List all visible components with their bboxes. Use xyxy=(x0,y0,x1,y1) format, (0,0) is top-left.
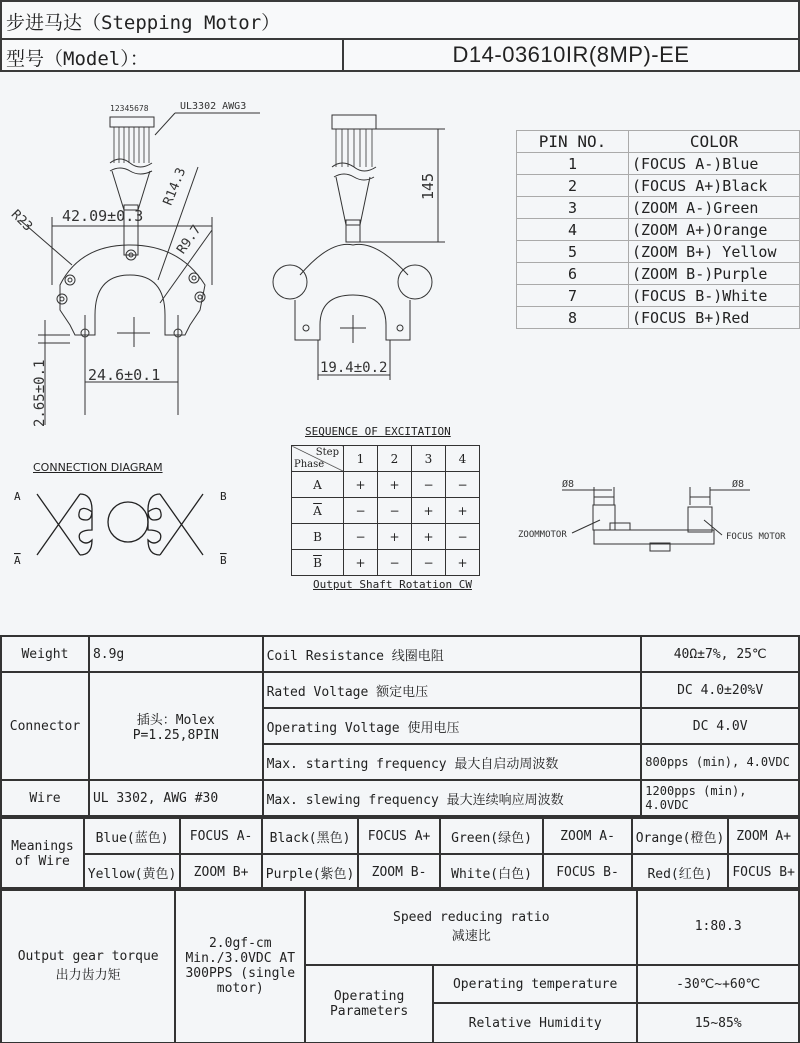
excitation-table: Step Phase 1 2 3 4 A + + − − $\overline{A}$ − − + + B − + + − $\overline{B}$ + − − + xyxy=(291,445,480,576)
excitation-title: SEQUENCE OF EXCITATION xyxy=(305,425,451,438)
svg-text:ZOOMMOTOR: ZOOMMOTOR xyxy=(518,530,567,540)
table-row: Connector 插头：Molex P=1.25,8PIN Rated Voltage 额定电压 DC 4.0±20%V xyxy=(1,672,799,708)
title-row xyxy=(0,0,800,40)
pin-header: PIN NO. xyxy=(517,131,629,153)
torque-params-table xyxy=(0,887,800,1043)
radius-r9-7: R9.7 xyxy=(174,222,205,257)
front-view-drawing xyxy=(0,85,260,430)
table-row: 6 (ZOOM B-)Purple xyxy=(517,263,800,285)
dim-width: 42.09±0.3 xyxy=(62,207,144,225)
table-row: B − + + − xyxy=(292,524,480,550)
dim-holes-back: 19.4±0.2 xyxy=(320,360,388,376)
model-label: 型号（Model）： xyxy=(2,40,344,70)
svg-text:Ø8: Ø8 xyxy=(732,479,745,490)
table-row: 3 (ZOOM A-)Green xyxy=(517,197,800,219)
spec-table xyxy=(0,635,800,817)
table-row: 8 (FOCUS B+)Red xyxy=(517,307,800,329)
wire-spec-label: UL3302 AWG3 xyxy=(180,101,247,112)
connection-diagram-title: CONNECTION DIAGRAM xyxy=(33,461,163,474)
table-row: $\overline{A}$ − − + + xyxy=(292,498,480,524)
side-view-drawing xyxy=(510,475,800,560)
radius-r23: R23 xyxy=(7,207,36,235)
svg-text:Ø8: Ø8 xyxy=(562,479,575,490)
table-row: 7 (FOCUS B-)White xyxy=(517,285,800,307)
connection-diagram xyxy=(0,480,240,580)
back-view-drawing xyxy=(260,95,460,385)
table-row: 5 (ZOOM B+) Yellow xyxy=(517,241,800,263)
table-row: 2 (FOCUS A+)Black xyxy=(517,175,800,197)
table-row: 1 (FOCUS A-)Blue xyxy=(517,153,800,175)
excitation-footer: Output Shaft Rotation CW xyxy=(313,578,472,591)
table-row: Max. starting frequency 最大自启动周波数 800pps (min), 4.0VDC xyxy=(1,744,799,780)
pin-numbers-label: 12345678 xyxy=(110,104,149,113)
svg-text:B: B xyxy=(220,554,227,567)
table-row: Output gear torque 出力齿力矩 2.0gf-cm Min./3.0VDC AT 300PPS (single motor) Speed reducing ratio 减速比 1:80.3 xyxy=(1,888,799,965)
dim-length: 145 xyxy=(419,172,437,200)
svg-text:FOCUS MOTOR: FOCUS MOTOR xyxy=(726,532,786,542)
color-header: COLOR xyxy=(629,131,800,153)
model-value: D14-03610IR(8MP)-EE xyxy=(452,42,690,67)
table-row: Operating Parameters Operating temperature Relative Humidity -30℃~+60℃ 15~85% xyxy=(1,965,799,1043)
dim-holes: 24.6±0.1 xyxy=(88,366,161,384)
table-row: Operating Voltage 使用电压 DC 4.0V xyxy=(1,708,799,744)
radius-r14-3: R14.3 xyxy=(160,165,190,208)
table-row: A + + − − xyxy=(292,472,480,498)
doc-title: 步进马达（Stepping Motor） xyxy=(6,12,281,34)
table-row: Yellow(黄色) ZOOM B+ Purple(紫色) ZOOM B- White(白色) FOCUS B- Red(红色) FOCUS B+ xyxy=(1,854,799,890)
wire-meanings-table xyxy=(0,817,800,891)
svg-text:B: B xyxy=(220,490,227,503)
model-row xyxy=(0,38,800,72)
table-row: 4 (ZOOM A+)Orange xyxy=(517,219,800,241)
table-row: Wire UL 3302, AWG #30 Max. slewing frequency 最大连续响应周波数 1200pps (min), 4.0VDC xyxy=(1,780,799,816)
table-row: $\overline{B}$ + − − + xyxy=(292,550,480,576)
table-row: Meanings of Wire Blue(蓝色) FOCUS A- Black(黑色) FOCUS A+ Green(绿色) ZOOM A- Orange(橙色) ZOOM A+ xyxy=(1,818,799,854)
pin-color-table xyxy=(516,130,800,329)
dim-thickness: 2.65±0.1 xyxy=(32,359,48,427)
svg-text:A: A xyxy=(14,490,21,503)
svg-text:A: A xyxy=(14,554,21,567)
table-row: Weight 8.9g Coil Resistance 线圈电阻 40Ω±7%, 25℃ xyxy=(1,636,799,672)
